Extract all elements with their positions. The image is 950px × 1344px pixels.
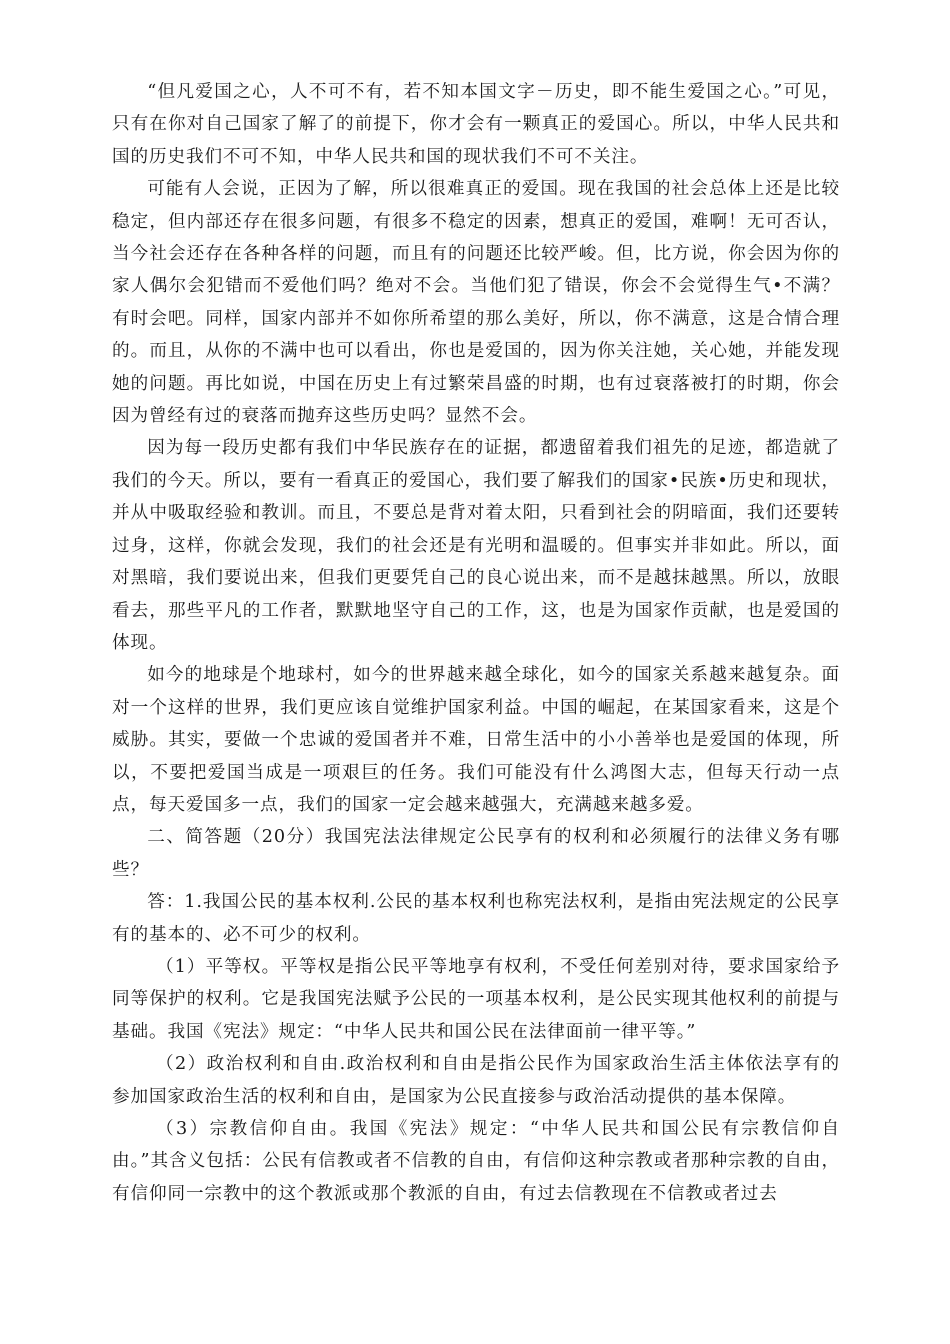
paragraph-global-village: 如今的地球是个地球村，如今的世界越来越全球化，如今的国家关系越来越复杂。面对一个这样的世界，我们更应该自觉维护国家利益。中国的崛起，在某国家看来，这是个威胁。其实，要做一个忠诚的爱国者并不难，日常生活中的小小善举也是爱国的体现，所以，不要把爱国当成是一项艰巨的任务。我们可能没有什么鸿图大志，但每天行动一点点，每天爱国多一点，我们的国家一定会越来越强大，充满越来越多爱。 [112, 665, 840, 815]
paragraph-patriotism-quote: “但凡爱国之心，人不可不有，若不知本国文字－历史，即不能生爱国之心。”可见，只有在你对自己国家了解了的前提下，你才会有一颗真正的爱国心。所以，中华人民共和国的历史我们不可不知，中华人民共和国的现状我们不可不关注。 [112, 82, 840, 167]
paragraph-history: 因为每一段历史都有我们中华民族存在的证据，都遗留着我们祖先的足迹，都造就了我们的今天。所以，要有一看真正的爱国心，我们要了解我们的国家•民族•历史和现状，并从中吸取经验和教训。而且，不要总是背对着太阳，只看到社会的阴暗面，我们还要转过身，这样，你就会发现，我们的社会还是有光明和温暖的。但事实并非如此。所以，面对黑暗，我们要说出来，但我们更要凭自己的良心说出来，而不是越抹越黑。所以，放眼看去，那些平凡的工作者，默默地坚守自己的工作，这，也是为国家作贡献，也是爱国的体现。 [112, 438, 840, 653]
answer-item-equality: （1）平等权。平等权是指公民平等地享有权利，不受任何差别对待，要求国家给予同等保护的权利。它是我国宪法赋予公民的一项基本权利，是公民实现其他权利的前提与基础。我国《宪法》规定：“中华人民共和国公民在法律面前一律平等。” [112, 956, 840, 1042]
answer-item-political-rights: （2）政治权利和自由.政治权利和自由是指公民作为国家政治生活主体依法享有的参加国家政治生活的权利和自由，是国家为公民直接参与政治活动提供的基本保障。 [112, 1054, 840, 1107]
paragraph-understanding: 可能有人会说，正因为了解，所以很难真正的爱国。现在我国的社会总体上还是比较稳定，但内部还存在很多问题，有很多不稳定的因素，想真正的爱国，难啊！无可否认，当今社会还存在各种各样的问题，而且有的问题还比较严峻。但，比方说，你会因为你的家人偶尔会犯错而不爱他们吗？绝对不会。当他们犯了错误，你会不会觉得生气•不满？有时会吧。同样，国家内部并不如你所希望的那么美好，所以，你不满意，这是合情合理的。而且，从你的不满中也可以看出，你也是爱国的，因为你关注她，关心她，并能发现她的问题。再比如说，中国在历史上有过繁荣昌盛的时期，也有过衰落被打的时期，你会因为曾经有过的衰落而抛弃这些历史吗？显然不会。 [112, 179, 840, 427]
document-body [112, 76, 840, 1210]
answer-intro: 答：1.我国公民的基本权利.公民的基本权利也称宪法权利，是指由宪法规定的公民享有的基本的、必不可少的权利。 [112, 892, 840, 945]
question-heading: 二、简答题（20分）我国宪法法律规定公民享有的权利和必须履行的法律义务有哪些？ [112, 827, 840, 880]
answer-item-religious-freedom: （3）宗教信仰自由。我国《宪法》规定：“中华人民共和国公民有宗教信仰自由。”其含义包括：公民有信教或者不信教的自由，有信仰这种宗教或者那种宗教的自由，有信仰同一宗教中的这个教派或那个教派的自由，有过去信教现在不信教或者过去 [112, 1119, 840, 1204]
